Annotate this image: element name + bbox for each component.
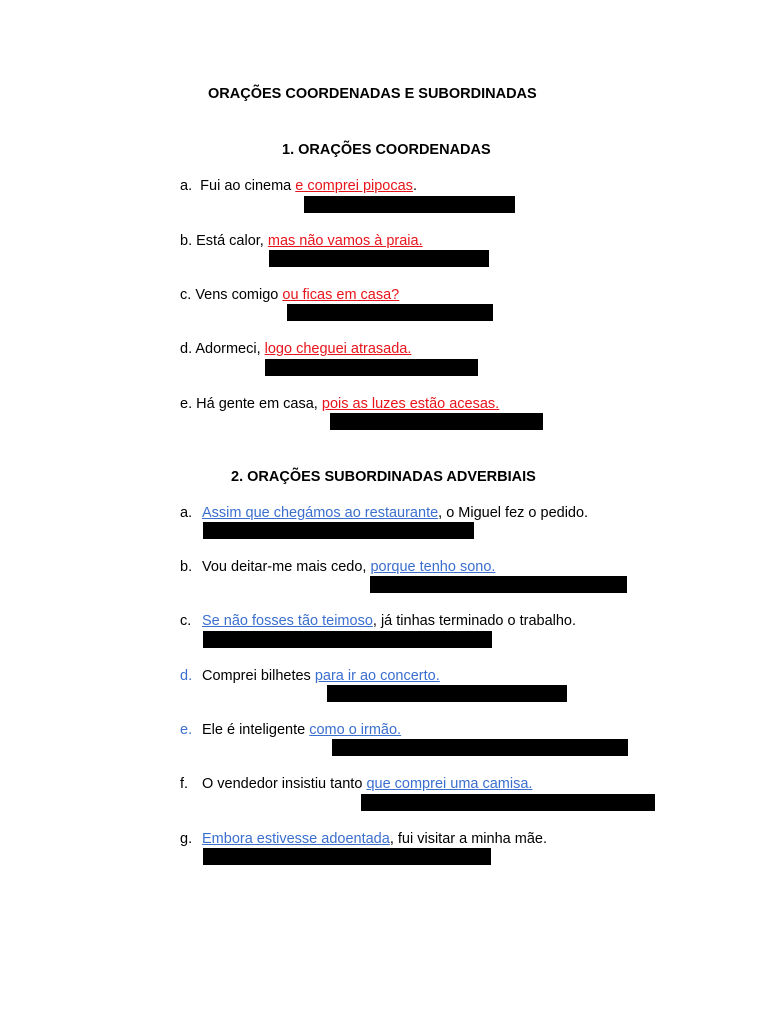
item-label: c. (180, 613, 192, 629)
coordinate-clause: pois as luzes estão acesas. (321, 396, 500, 412)
redaction-bar (304, 196, 515, 213)
item-text: Vou deitar-me mais cedo, (202, 559, 371, 575)
item-label: g. (180, 831, 193, 847)
item-text: O vendedor insistiu tanto (202, 776, 367, 792)
redaction-bar (370, 576, 627, 593)
redaction-bar (327, 685, 567, 702)
subordinate-clause: para ir ao concerto. (314, 668, 440, 684)
sub-item-a (180, 504, 588, 522)
sub-item-e (180, 721, 401, 739)
redaction-bar (203, 631, 492, 648)
sub-item-b (180, 558, 495, 576)
coordinate-clause: ou ficas em casa? (282, 287, 400, 303)
subordinate-clause: Embora estivesse adoentada (202, 831, 390, 847)
item-text: Vens comigo (195, 287, 283, 303)
subordinate-clause: como o irmão. (309, 722, 402, 738)
item-text-after: . (412, 178, 417, 194)
item-label: b. (180, 233, 193, 249)
subordinate-clause: porque tenho sono. (370, 559, 496, 575)
redaction-bar (265, 359, 478, 376)
coord-item-e (180, 395, 499, 413)
subordinate-clause: Assim que chegámos ao restaurante (202, 505, 439, 521)
sub-item-f (180, 775, 532, 793)
section-1-heading: 1. ORAÇÕES COORDENADAS (282, 142, 491, 158)
sub-item-g (180, 830, 547, 848)
section-2-heading: 2. ORAÇÕES SUBORDINADAS ADVERBIAIS (231, 469, 536, 485)
redaction-bar (330, 413, 543, 430)
item-text-after: , já tinhas terminado o trabalho. (372, 613, 577, 629)
subordinate-clause: que comprei uma camisa. (366, 776, 533, 792)
item-label: a. (180, 178, 193, 194)
redaction-bar (361, 794, 655, 811)
item-label: f. (180, 776, 189, 792)
item-text: Está calor, (196, 233, 268, 249)
item-label: e. (180, 396, 193, 412)
redaction-bar (332, 739, 628, 756)
coord-item-c (180, 286, 399, 304)
item-text: Fui ao cinema (200, 178, 296, 194)
redaction-bar (269, 250, 489, 267)
item-text: Adormeci, (195, 341, 265, 357)
item-label: a. (180, 505, 193, 521)
coordinate-clause: logo cheguei atrasada. (264, 341, 412, 357)
sub-item-c (180, 612, 576, 630)
item-text-after: , o Miguel fez o pedido. (438, 505, 589, 521)
item-label: d. (180, 341, 193, 357)
item-label: b. (180, 559, 193, 575)
redaction-bar (203, 522, 474, 539)
item-text: Há gente em casa, (196, 396, 322, 412)
item-label: c. (180, 287, 192, 303)
coord-item-d (180, 340, 411, 358)
coord-item-b (180, 232, 423, 250)
item-label: e. (180, 722, 193, 738)
redaction-bar (287, 304, 493, 321)
coord-item-a (180, 177, 417, 195)
coordinate-clause: mas não vamos à praia. (267, 233, 423, 249)
sub-item-d (180, 667, 440, 685)
subordinate-clause: Se não fosses tão teimoso (202, 613, 373, 629)
item-text: Comprei bilhetes (202, 668, 315, 684)
item-label: d. (180, 668, 193, 684)
coordinate-clause: e comprei pipocas (295, 178, 413, 194)
redaction-bar (203, 848, 491, 865)
item-text: Ele é inteligente (202, 722, 310, 738)
document-title: ORAÇÕES COORDENADAS E SUBORDINADAS (208, 86, 537, 102)
item-text-after: , fui visitar a minha mãe. (389, 831, 547, 847)
